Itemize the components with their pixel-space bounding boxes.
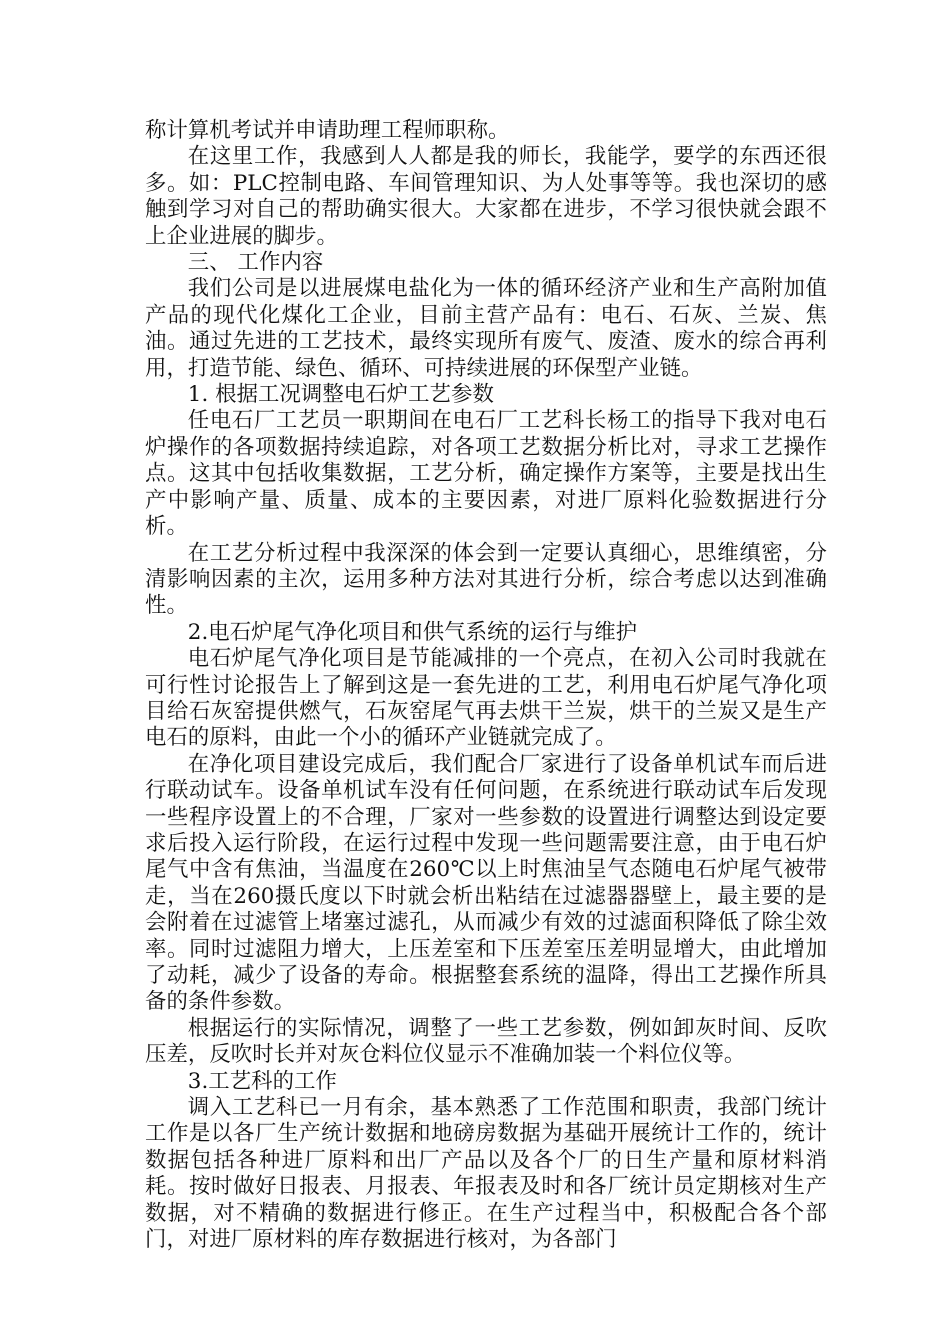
subheading-3: 3.工艺科的工作 — [187, 1068, 337, 1094]
paragraph-analysis-insight: 在工艺分析过程中我深深的体会到一定要认真细心，思维缜密，分清影响因素的主次，运用多种方法对其进行分析，综合考虑以达到准确性。 — [145, 540, 827, 619]
paragraph-process-department: 调入工艺科已一月有余，基本熟悉了工作范围和职责，我部门统计工作是以各厂生产统计数据和地磅房数据为基础开展统计工作的，统计数据包括各种进厂原料和出厂产品以及各个厂的日生产量和原材料消耗。按时做好日报表、月报表、年报表及时和各厂统计员定期核对生产数据，对不精确的数据进行修正。在生产过程当中，积极配合各个部门，对进厂原材料的库存数据进行核对，为各部门 — [145, 1095, 827, 1253]
paragraph-company-intro: 我们公司是以进展煤电盐化为一体的循环经济产业和生产高附加值产品的现代化煤化工企业，目前主营产品有：电石、石灰、兰炭、焦油。通过先进的工艺技术，最终实现所有废气、废渣、废水的综合再利用，打造节能、绿色、循环、可持续进展的环保型产业链。 — [145, 276, 827, 381]
paragraph-process-params: 任电石厂工艺员一职期间在电石厂工艺科长杨工的指导下我对电石炉操作的各项数据持续追踪，对各项工艺数据分析比对，寻求工艺操作点。这其中包括收集数据，工艺分析，确定操作方案等，主要是找出生产中影响产量、质量、成本的主要因素，对进厂原料化验数据进行分析。 — [145, 408, 827, 540]
paragraph-commissioning: 在净化项目建设完成后，我们配合厂家进行了设备单机试车而后进行联动试车。设备单机试车没有任何问题，在系统进行联动试车后发现一些程序设置上的不合理，厂家对一些参数的设置进行调整达到设定要求后投入运行阶段，在运行过程中发现一些问题需要注意，由于电石炉尾气中含有焦油，当温度在260℃以上时焦油呈气态随电石炉尾气被带走，当在260摄氏度以下时就会析出粘结在过滤器器壁上，最主要的是会附着在过滤管上堵塞过滤孔，从而减少有效的过滤面积降低了除尘效率。同时过滤阻力增大，上压差室和下压差室压差明显增大，由此增加了动耗，减少了设备的寿命。根据整套系统的温降，得出工艺操作所具备的条件参数。 — [145, 751, 827, 1015]
subheading-2: 2.电石炉尾气净化项目和供气系统的运行与维护 — [187, 619, 638, 645]
subheading-1: 1. 根据工况调整电石炉工艺参数 — [187, 382, 494, 408]
document-page — [145, 118, 827, 1253]
paragraph-continuation: 称计算机考试并申请助理工程师职称。 — [145, 118, 510, 143]
paragraph-learning: 在这里工作，我感到人人都是我的师长，我能学，要学的东西还很多。如：PLC控制电路、车间管理知识、为人处事等等。我也深切的感触到学习对自己的帮助确实很大。大家都在进步，不学习很快就会跟不上企业进展的脚步。 — [145, 144, 827, 249]
paragraph-parameter-adjustment: 根据运行的实际情况，调整了一些工艺参数，例如卸灰时间、反吹压差，反吹时长并对灰仓料位仪显示不准确加装一个料位仪等。 — [145, 1015, 827, 1068]
paragraph-tail-gas-project: 电石炉尾气净化项目是节能减排的一个亮点，在初入公司时我就在可行性讨论报告上了解到这是一套先进的工艺，利用电石炉尾气净化项目给石灰窑提供燃气，石灰窑尾气再去烘干兰炭，烘干的兰炭又是生产电石的原料，由此一个小的循环产业链就完成了。 — [145, 646, 827, 751]
section-heading-work-content: 三、 工作内容 — [187, 250, 324, 276]
